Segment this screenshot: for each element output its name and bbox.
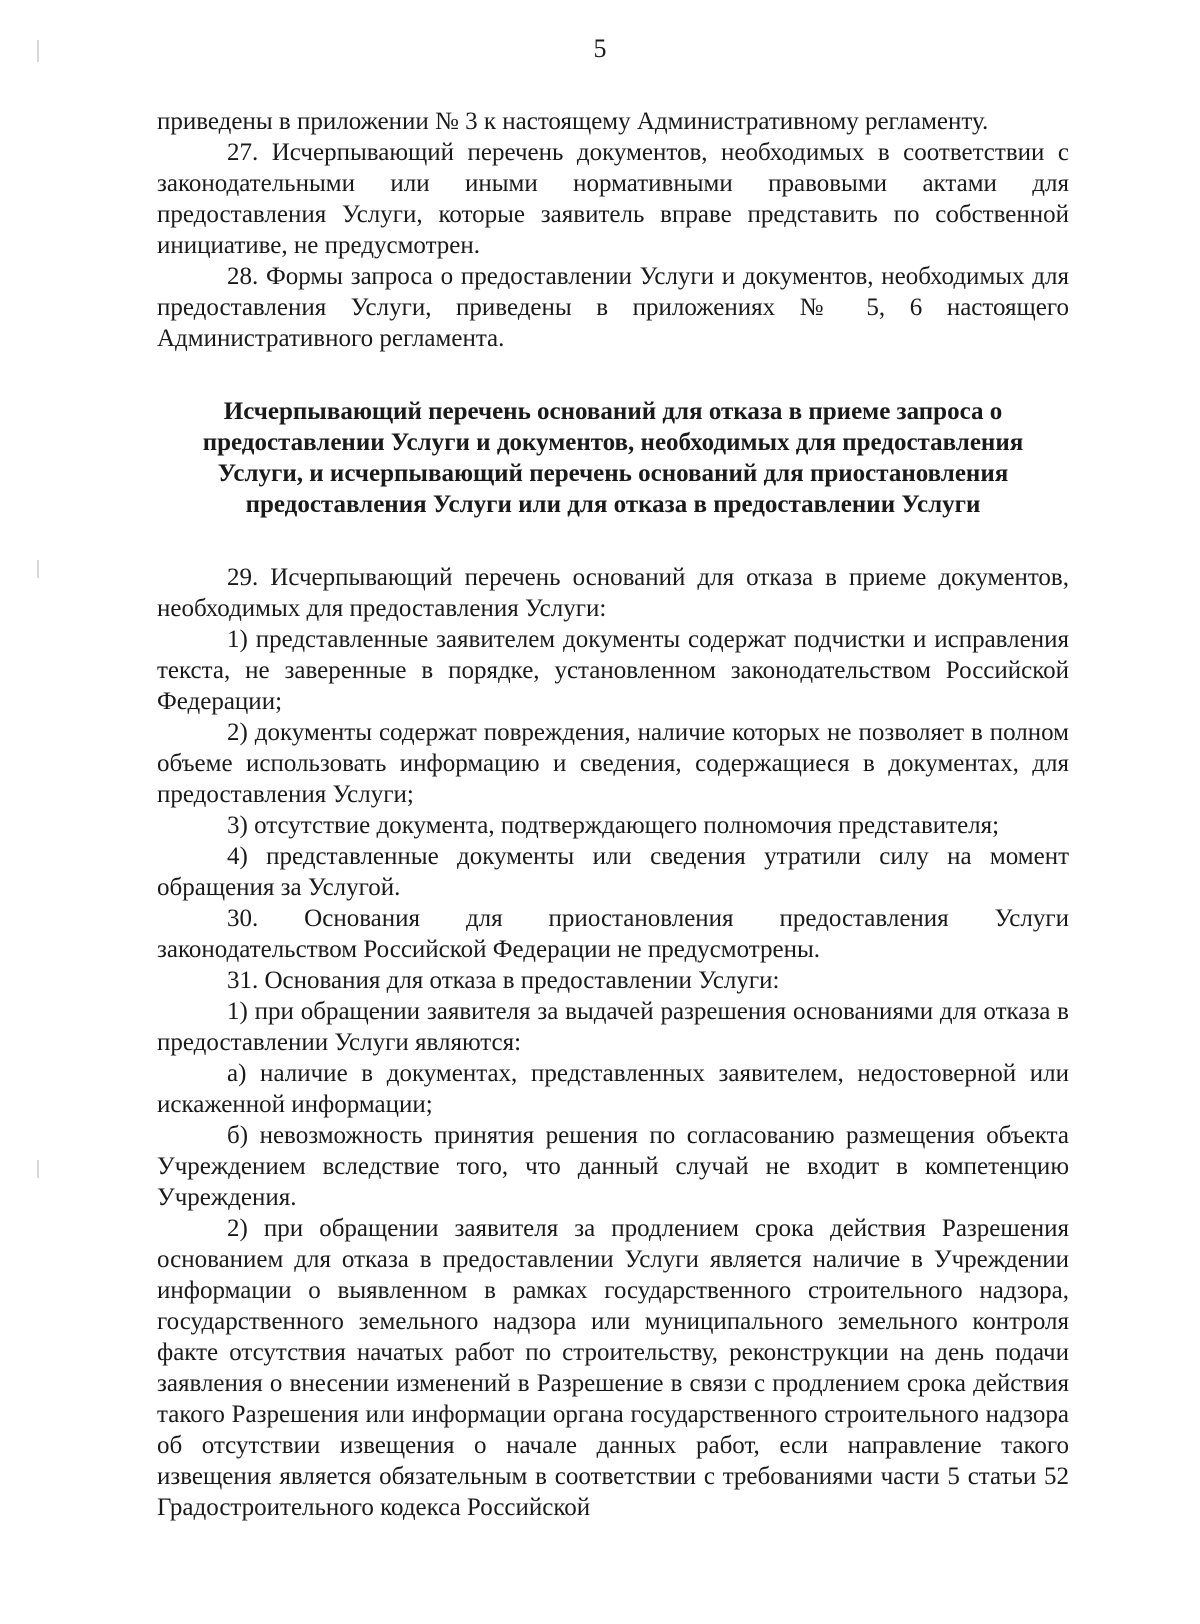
paragraph: 30. Основания для приостановления предоставления Услуги законодательством Российской Федерации не предусмотрены.	[157, 905, 1069, 963]
paragraph: 27. Исчерпывающий перечень документов, необходимых в соответствии с законодательными или иными нормативными правовыми актами для предоставления Услуги, которые заявитель вправе представить по собственной инициативе, не предусмотрен.	[157, 139, 1069, 259]
paragraphs-before-heading	[157, 106, 1069, 354]
heading-line: предоставления Услуги или для отказа в предоставлении Услуги	[245, 491, 981, 518]
heading-line: предоставлении Услуги и документов, необходимых для предоставления	[202, 429, 1024, 456]
document-body	[157, 106, 1069, 1523]
paragraph: 2) документы содержат повреждения, наличие которых не позволяет в полном объеме использовать информацию и сведения, содержащиеся в документах, для предоставления Услуги;	[157, 719, 1069, 808]
paragraph: 2) при обращении заявителя за продлением срока действия Разрешения основанием для отказа в предоставлении Услуги является наличие в Учреждении информации о выявленном в рамках государственного строительного надзора, государственного земельного надзора или муниципального земельного контроля факте отсутствия начатых работ по строительству, реконструкции на день подачи заявления о внесении изменений в Разрешение в связи с продлением срока действия такого Разрешения или информации органа государственного строительного надзора об отсутствии извещения о начале данных работ, если направление такого извещения является обязательным в соответствии с требованиями части 5 статьи 52 Градостроительного кодекса Российской	[157, 1215, 1069, 1521]
section-heading	[157, 396, 1069, 520]
paragraph: 3) отсутствие документа, подтверждающего полномочия представителя;	[227, 812, 1000, 839]
scan-margin-mark	[37, 560, 39, 578]
paragraph: приведены в приложении № 3 к настоящему Административному регламенту.	[157, 108, 989, 135]
paragraphs-after-heading	[157, 562, 1069, 1523]
scan-margin-mark	[37, 1160, 39, 1178]
paragraph: а) наличие в документах, представленных заявителем, недостоверной или искаженной информации;	[157, 1060, 1069, 1118]
page-number: 5	[593, 34, 607, 63]
paragraph: 1) при обращении заявителя за выдачей разрешения основаниями для отказа в предоставлении Услуги являются:	[157, 998, 1069, 1056]
paragraph: 29. Исчерпывающий перечень оснований для отказа в приеме документов, необходимых для предоставления Услуги:	[157, 564, 1069, 622]
paragraph: б) невозможность принятия решения по согласованию размещения объекта Учреждением вследствие того, что данный случай не входит в компетенцию Учреждения.	[157, 1122, 1069, 1211]
paragraph: 31. Основания для отказа в предоставлении Услуги:	[227, 967, 780, 994]
paragraph: 1) представленные заявителем документы содержат подчистки и исправления текста, не заверенные в порядке, установленном законодательством Российской Федерации;	[157, 626, 1069, 715]
paragraph: 4) представленные документы или сведения утратили силу на момент обращения за Услугой.	[157, 843, 1069, 901]
heading-line: Услуги, и исчерпывающий перечень оснований для приостановления	[217, 460, 1009, 487]
heading-line: Исчерпывающий перечень оснований для отказа в приеме запроса о	[223, 398, 1003, 425]
paragraph: 28. Формы запроса о предоставлении Услуги и документов, необходимых для предоставления Услуги, приведены в приложениях № 5, 6 настоящего Административного регламента.	[157, 263, 1069, 352]
